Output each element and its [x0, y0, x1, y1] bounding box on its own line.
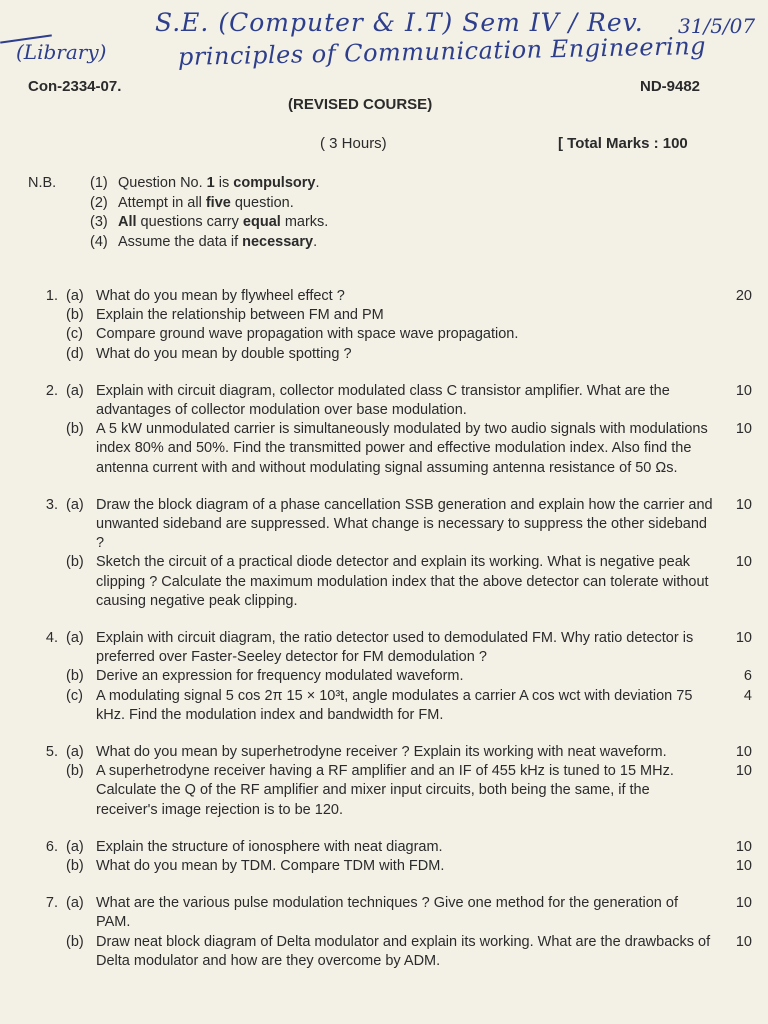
question-7	[22, 894, 752, 971]
question-part: (c) A modulating signal 5 cos 2π 15 × 10³t, angle modulates a carrier A cos wct with deviation 75 kHz. Find the modulation index and bandwidth for FM. 4	[66, 687, 752, 723]
question-part: (c) Compare ground wave propagation with space wave propagation.	[66, 326, 519, 343]
questions-list	[22, 287, 752, 989]
instruction-item: (4) Assume the data if necessary.	[90, 233, 318, 250]
question-number: 5.	[45, 744, 58, 761]
instructions-label: N.B.	[28, 175, 57, 191]
question-part: (b) Derive an expression for frequency modulated waveform. 6	[66, 668, 752, 685]
question-1	[22, 287, 752, 364]
handwritten-library-note: (Library)	[16, 40, 107, 64]
course-title: (REVISED COURSE)	[288, 96, 433, 113]
question-part: (b) A superhetrodyne receiver having a RF amplifier and an IF of 455 kHz is tuned to 15 MHz. Calculate the Q of the RF amplifier and mixer input circuits, both being the same, if the receiver's image rejection is to be 120. 10	[66, 763, 752, 818]
question-part: (a) Explain the structure of ionosphere with neat diagram. 10	[66, 838, 752, 855]
handwritten-course-title: S.E. (Computer & I.T) Sem IV / Rev.	[155, 8, 644, 37]
exam-duration: ( 3 Hours)	[320, 135, 387, 152]
instruction-item: (3) All questions carry equal marks.	[90, 214, 329, 231]
question-4	[22, 629, 752, 725]
question-6	[22, 838, 752, 876]
handwritten-subject-title: principles of Communication Engineering	[177, 31, 707, 71]
question-part: (a) What do you mean by flywheel effect ? 20	[66, 287, 752, 306]
question-part: (b) What do you mean by TDM. Compare TDM with FDM. 10	[66, 858, 752, 875]
question-part: (b) Sketch the circuit of a practical diode detector and explain its working. What is negative peak clipping ? Calculate the maximum modulation index that the above detector can tolerate without causing negative peak clipping. 10	[66, 554, 752, 609]
question-5	[22, 743, 752, 820]
question-part: (b) A 5 kW unmodulated carrier is simultaneously modulated by two audio signals with modulations index 80% and 50%. Find the transmitted power and effective modulation index. Also find the antenna current with and without modulating signal assuming antenna resistance of 50 Ωs. 10	[66, 421, 752, 476]
instruction-item: N.B. (1) Question No. 1 is compulsory.	[28, 174, 328, 194]
question-2	[22, 382, 752, 478]
question-number: 3.	[45, 496, 58, 513]
question-3	[22, 496, 752, 611]
paper-code-left: Con-2334-07.	[28, 78, 122, 95]
part-marks: 20	[735, 288, 752, 304]
question-number: 4.	[45, 630, 58, 647]
instructions	[28, 174, 328, 252]
question-part: (a) Draw the block diagram of a phase cancellation SSB generation and explain how the carrier and unwanted sideband are suppressed. What change is necessary to suppress the other sideband ? 10	[66, 496, 752, 552]
instruction-item: (2) Attempt in all five question.	[90, 194, 294, 211]
question-part: (a) Explain with circuit diagram, collector modulated class C transistor amplifier. What are the advantages of collector modulation over base modulation. 10	[66, 382, 752, 419]
question-number: 1.	[45, 288, 58, 304]
question-part: (d) What do you mean by double spotting ?	[66, 345, 352, 362]
question-part: (a) Explain with circuit diagram, the ratio detector used to demodulated FM. Why ratio detector is preferred over Faster-Seeley detector for FM demodulation ? 10	[66, 630, 752, 666]
question-part: (b) Explain the relationship between FM and PM	[66, 307, 384, 324]
total-marks: [ Total Marks : 100	[558, 135, 688, 152]
handwritten-date: 31/5/07	[678, 14, 756, 38]
question-part: (a) What do you mean by superhetrodyne receiver ? Explain its working with neat waveform. 10	[66, 744, 752, 761]
question-number: 6.	[45, 838, 58, 855]
paper-code-right: ND-9482	[640, 78, 701, 95]
question-number: 7.	[45, 895, 58, 912]
question-number: 2.	[45, 382, 58, 399]
question-part: (b) Draw neat block diagram of Delta modulator and explain its working. What are the drawbacks of Delta modulator and how are they overcome by ADM. 10	[66, 933, 752, 969]
question-part: (a) What are the various pulse modulation techniques ? Give one method for the generation of PAM. 10	[66, 895, 752, 931]
